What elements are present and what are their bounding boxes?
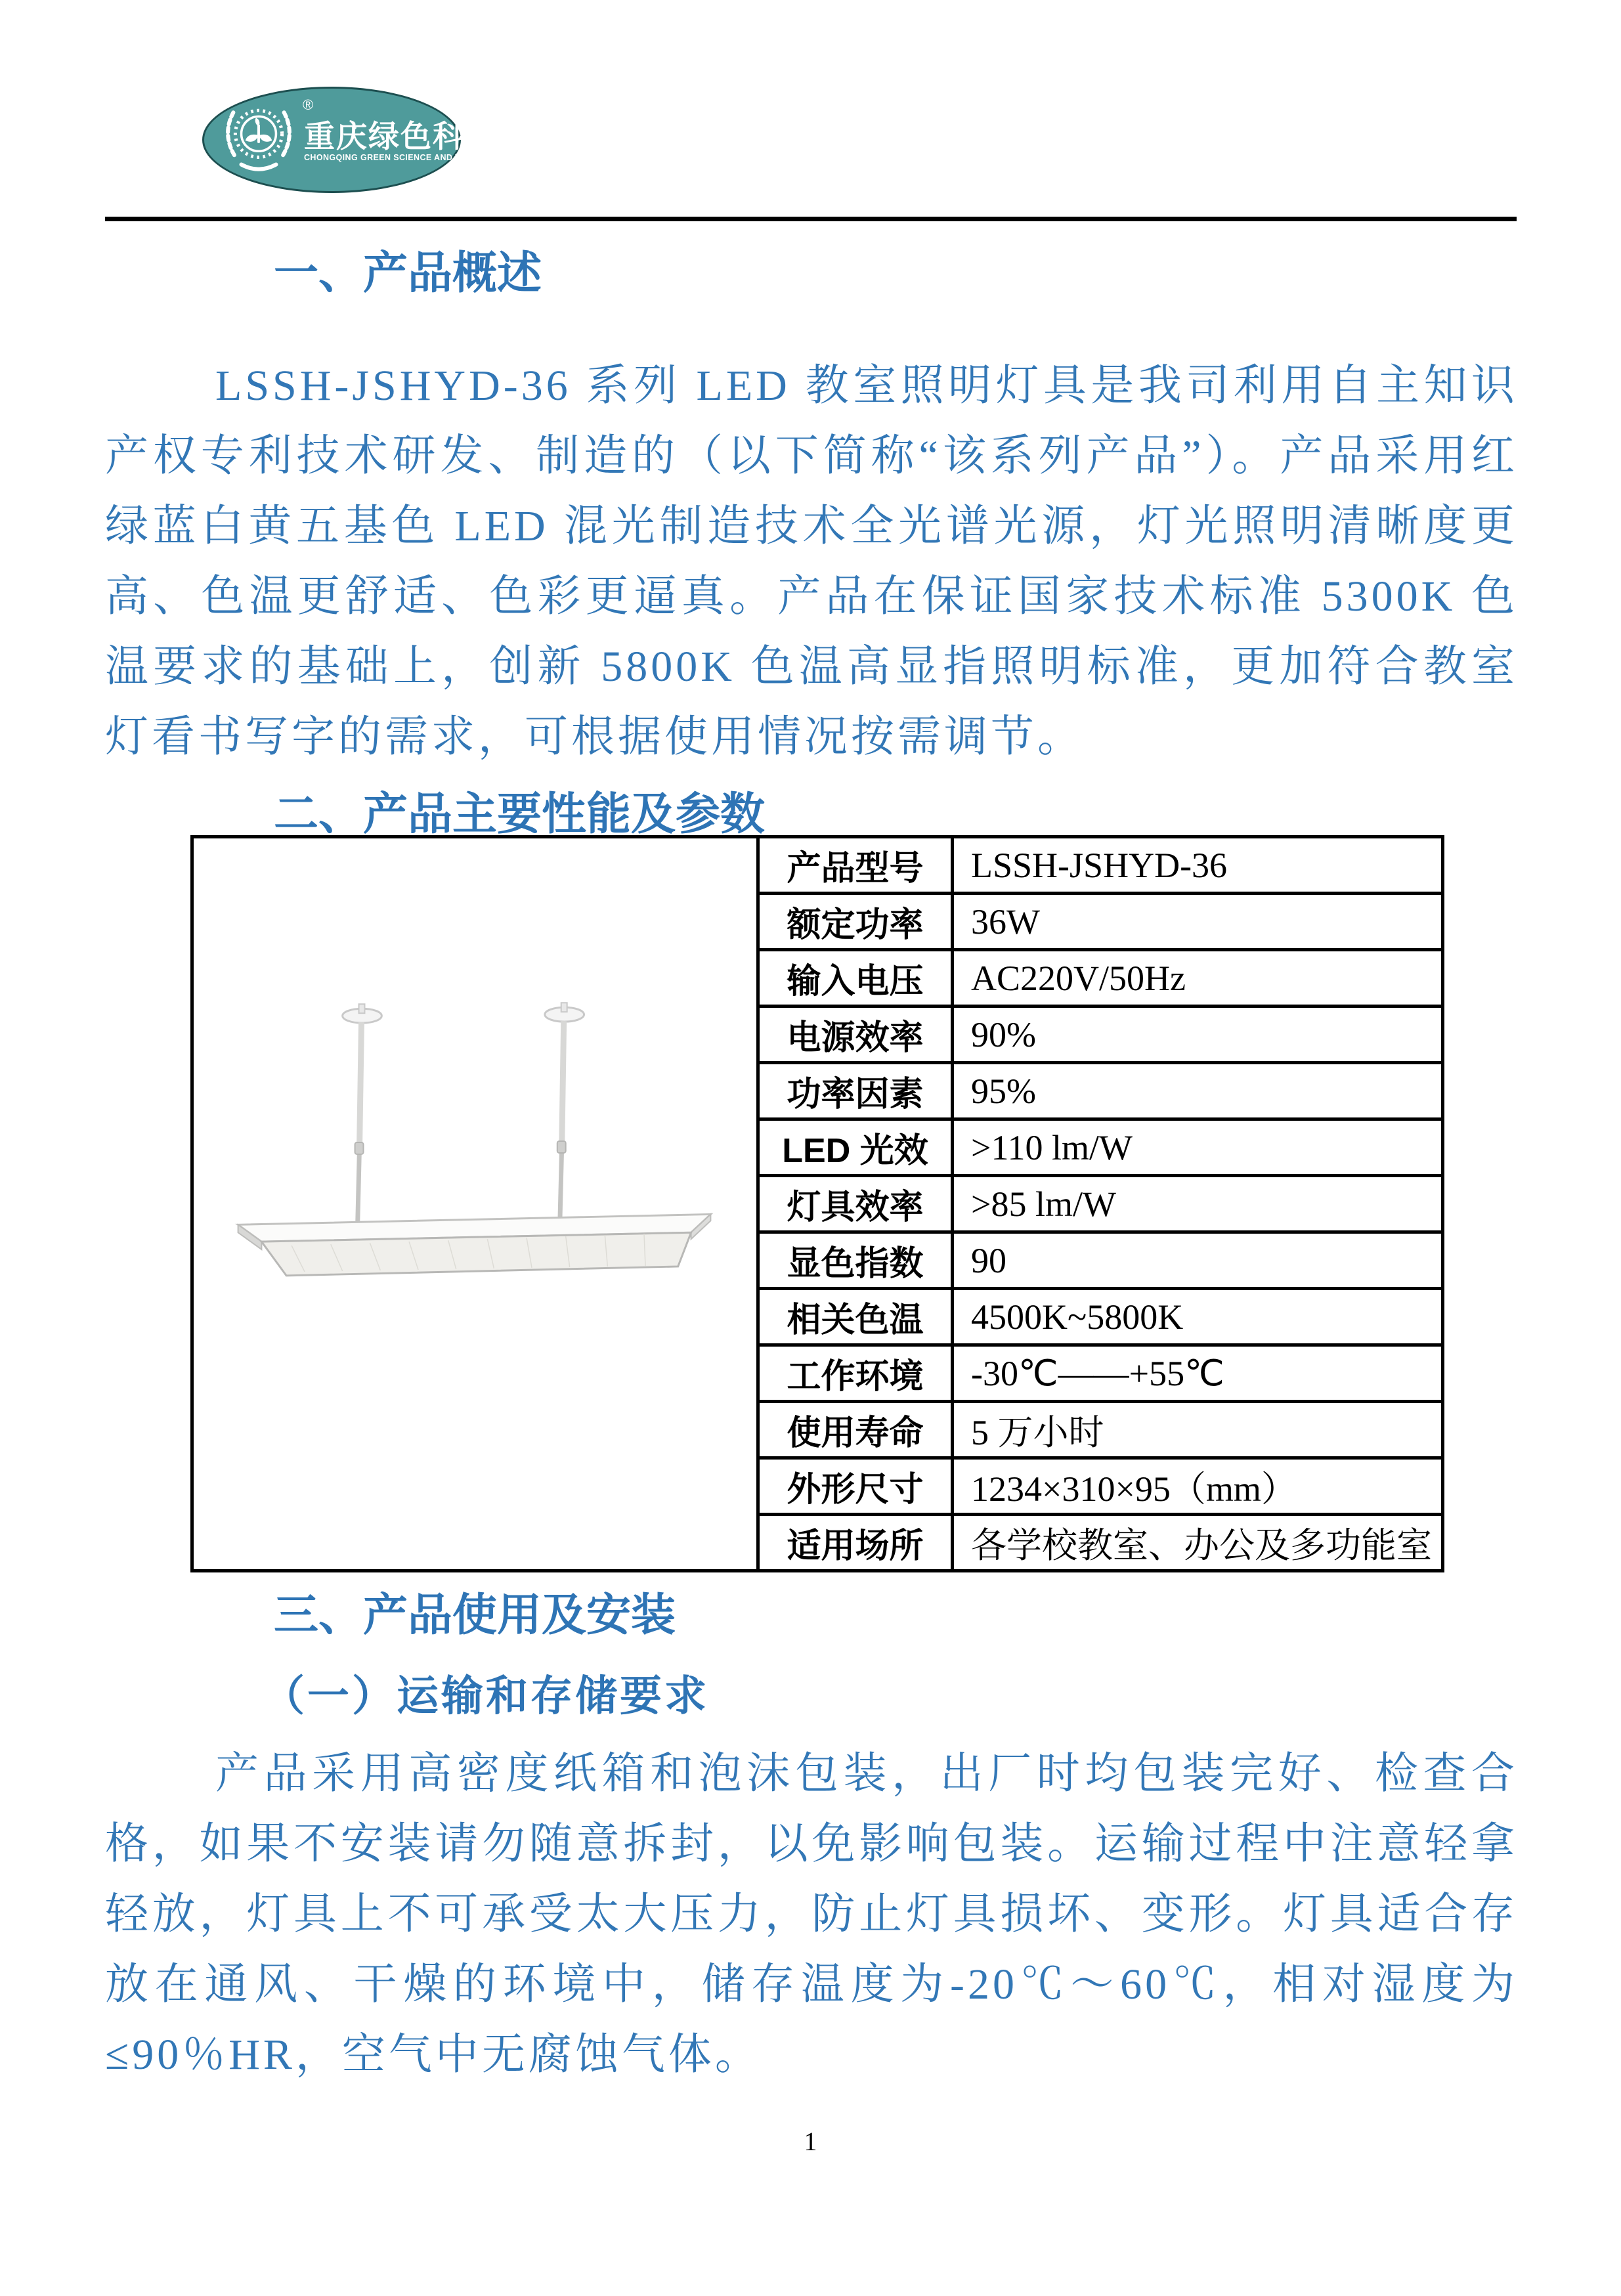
spec-label: 工作环境	[758, 1345, 953, 1402]
spec-label: LED 光效	[758, 1119, 953, 1176]
product-photo-cell	[192, 837, 758, 1571]
spec-label: 输入电压	[758, 950, 953, 1007]
spec-value: 36W	[953, 894, 1443, 950]
brand-name-en: CHONGQING GREEN SCIENCE AND TECHNOLOG	[304, 153, 510, 162]
section2-title: 二、产品主要性能及参数	[274, 789, 766, 839]
spec-value: AC220V/50Hz	[953, 950, 1443, 1007]
spec-label: 适用场所	[758, 1515, 953, 1571]
spec-value: 90	[953, 1232, 1443, 1289]
spec-table	[190, 835, 1444, 1572]
spec-label: 外形尺寸	[758, 1458, 953, 1515]
spec-label: 产品型号	[758, 837, 953, 894]
registered-trademark-icon: ®	[303, 97, 314, 113]
spec-value: 1234×310×95（mm）	[953, 1458, 1443, 1515]
spec-value: 4500K~5800K	[953, 1289, 1443, 1345]
spec-value: 各学校教室、办公及多功能室	[953, 1515, 1443, 1571]
laurel-plant-emblem-icon	[219, 100, 299, 181]
spec-label: 显色指数	[758, 1232, 953, 1289]
page-number: 1	[804, 2127, 817, 2156]
section3-title: 三、产品使用及安装	[274, 1590, 676, 1640]
spec-label: 相关色温	[758, 1289, 953, 1345]
spec-label: 额定功率	[758, 894, 953, 950]
company-logo-inner	[204, 89, 510, 191]
section3-sub1-title: （一）运输和存储要求	[263, 1673, 709, 1720]
product-photo	[194, 838, 756, 1569]
spec-value: LSSH-JSHYD-36	[953, 837, 1443, 894]
spec-label: 使用寿命	[758, 1402, 953, 1458]
pendant-lamp-drawing-icon	[194, 838, 756, 1569]
overview-paragraph: LSSH-JSHYD-36 系列 LED 教室照明灯具是我司利用自主知识产权专利技术研发、制造的（以下简称“该系列产品”）。产品采用红绿蓝白黄五基色 LED 混光制造技术全光谱光源，灯光照明清晰度更高、色温更舒适、色彩更逼真。产品在保证国家技术标准 5300K 色温要求的基础上，创新 5800K 色温高显指照明标准，更加符合教室灯看书写字的需求，可根据使用情况按需调节。	[105, 362, 1518, 761]
spec-label: 灯具效率	[758, 1176, 953, 1232]
spec-value: 90%	[953, 1007, 1443, 1063]
spec-value: >85 lm/W	[953, 1176, 1443, 1232]
header-divider	[105, 217, 1517, 221]
company-logo	[202, 87, 510, 193]
spec-label: 电源效率	[758, 1007, 953, 1063]
spec-value: 5 万小时	[953, 1402, 1443, 1458]
brand-name-cn: 重庆绿色科技	[304, 120, 497, 154]
section1-title: 一、产品概述	[274, 248, 542, 298]
spec-value: >110 lm/W	[953, 1119, 1443, 1176]
table-row	[192, 837, 1443, 894]
transport-storage-paragraph: 产品采用高密度纸箱和泡沫包装，出厂时均包装完好、检查合格，如果不安装请勿随意拆封，以免影响包装。运输过程中注意轻拿轻放，灯具上不可承受太大压力，防止灯具损坏、变形。灯具适合存放在通风、干燥的环境中，储存温度为-20℃～60℃，相对湿度为≤90％HR，空气中无腐蚀气体。	[105, 1750, 1518, 2079]
spec-label: 功率因素	[758, 1063, 953, 1119]
spec-value: -30℃——+55℃	[953, 1345, 1443, 1402]
spec-value: 95%	[953, 1063, 1443, 1119]
